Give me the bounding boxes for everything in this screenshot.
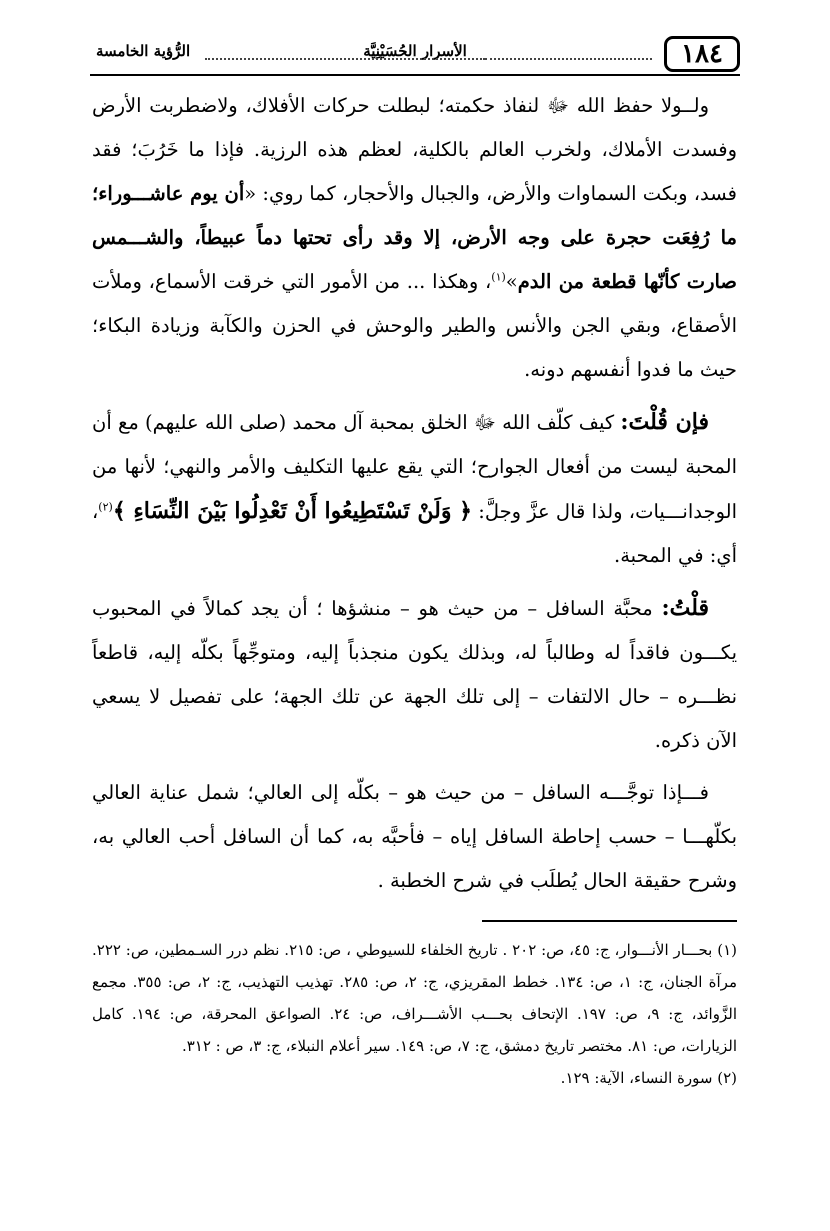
paragraph-text: ولــولا حفظ الله ﷻ لنفاذ حكمته؛ لبطلت حركات الأفلاك، ولاضطربت الأرض وفسدت الأملاك، ولخرب العالم بالكلية، لعظم هذه الرزية. فإذا ما خَرُبَ؛ فقد فسد، وبكت السماوات والأرض، والجبال والأحجار، كما روي: « [92, 94, 737, 205]
paragraph-text: ، أي: في المحبة. [92, 500, 737, 567]
chapter-title: الرُّؤية الخامسة [96, 42, 191, 60]
header-dotted-leader [205, 58, 485, 60]
paragraph-lead: فإن قُلْتَ: [620, 409, 709, 435]
footnote-marker: (٢) [717, 1069, 737, 1087]
footnotes [92, 934, 737, 1094]
quote-close: » [505, 270, 518, 293]
book-title: الأسرار الحُسَيْنِيَّة [363, 42, 467, 60]
footnote-ref: (٢) [98, 500, 113, 514]
paragraph [92, 771, 737, 903]
paragraph-lead: قلْتُ: [661, 595, 709, 621]
main-text [92, 84, 737, 911]
footnote-marker: (١) [717, 941, 737, 959]
footnote-separator [482, 920, 737, 922]
footnote [92, 1062, 737, 1094]
footnote-ref: (١) [491, 270, 506, 284]
page-number: ١٨٤ [664, 36, 740, 72]
paragraph-text: محبَّة السافل – من حيث هو – منشؤها ؛ أن يجد كمالاً في المحبوب يكـــون فاقداً له وطالباً له، وبذلك يكون منجذباً إليه، ومتوجِّهاً بكلّه إليه، قاطعاً نظـــره – حال الالتفات – إلى تلك الجهة عن تلك الجهة؛ على تفصيل لا يسعي الآن ذكره. [92, 597, 737, 752]
paragraph [92, 84, 737, 392]
paragraph [92, 586, 737, 763]
footnote [92, 934, 737, 1062]
hadith-quote: أن يوم عاشـــوراء؛ ما رُفِعَت حجرة على وجه الأرض، إلا وقد رأى تحتها دماً عبيطاً، والشـــمس صارت كأنّها قطعة من الدم [92, 182, 737, 293]
header-rule [90, 74, 740, 76]
paragraph [92, 400, 737, 578]
footnote-text: بحـــار الأنـــوار، ج: ٤٥، ص: ٢٠٢ . تاريخ الخلفاء للسيوطي ، ص: ٢١٥. نظم درر السـمطين، ص: ٢٢٢. مرآة الجنان، ج: ١، ص: ١٣٤. خطط المقريزي، ج: ٢، ص: ٢٨٥. تهذيب التهذيب، ج: ٢، ص: ٣٥٥. مجمع الزَّوائد، ج: ٩، ص: ١٩٧. الإتحاف بحـــب الأشـــراف، ص: ٢٤. الصواعق المحرقة، ص: ١٩٤. كامل الزيارات، ص: ٨١. مختصر تاريخ دمشق، ج: ٧، ص: ١٤٩. سير أعلام النبلاء، ج: ٣، ص : ٣١٢. [92, 941, 737, 1055]
footnote-text: سورة النساء، الآية: ١٢٩. [560, 1069, 713, 1087]
quran-verse: ﴿ وَلَنْ تَسْتَطِيعُوا أَنْ تَعْدِلُوا بَيْنَ النِّسَاءِ ﴾ [112, 498, 473, 524]
paragraph-text: ، وهكذا ... من الأمور التي خرقت الأسماع، وملأت الأصقاع، وبقي الجن والأنس والطير والوحش في الحزن والكآبة وزيادة البكاء؛ حيث ما فدوا أنفسهم دونه. [92, 270, 737, 381]
paragraph-text: كيف كلّف الله ﷻ الخلق بمحبة آل محمد (صلى الله عليهم) مع أن المحبة ليست من أفعال الجوارح؛ التي يقع عليها التكليف والأمر والنهي؛ لأنها من الوجدانـــيات، ولذا قال عزَّ وجلَّ: [92, 411, 737, 523]
page-header [90, 36, 740, 76]
paragraph-text: فـــإذا توجَّـــه السافل – من حيث هو – بكلّه إلى العالي؛ شمل عناية العالي بكلّهـــا – حسب إحاطة السافل إياه – فأحبَّه به، كما أن السافل أحب العالي به، وشرح حقيقة الحال يُطلَب في شرح الخطبة . [92, 781, 737, 892]
